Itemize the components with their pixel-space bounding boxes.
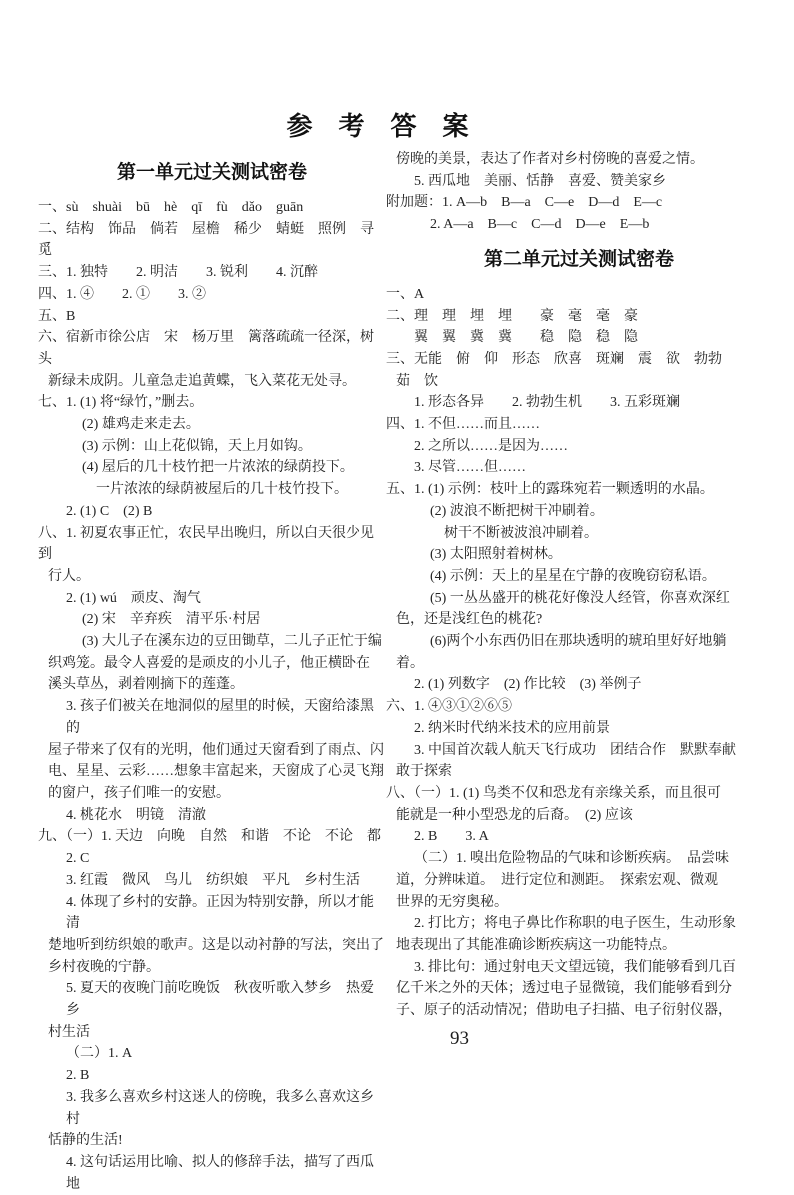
answer-line: 三、无能 俯 仰 形态 欣喜 斑斓 震 欲 勃勃 <box>386 351 722 367</box>
answer-line: 3. 红霞 微风 鸟儿 纺织娘 平凡 乡村生活 <box>66 872 360 888</box>
answer-line: 世界的无穷奥秘。 <box>396 894 508 910</box>
answer-line: 5. 夏天的夜晚门前吃晚饭 秋夜听歌入梦乡 热爱乡 <box>66 981 374 1019</box>
answer-line: (3) 大儿子在溪东边的豆田锄草，二儿子正忙于编 <box>82 634 382 650</box>
answer-line: 四、1. ④ 2. ① 3. ② <box>38 286 206 302</box>
answer-line: 2. 之所以……是因为…… <box>414 438 568 454</box>
answer-line: 傍晚的美景，表达了作者对乡村傍晚的喜爱之情。 <box>396 152 704 167</box>
unit2-heading: 第二单元过关测试密卷 <box>483 248 674 270</box>
answer-line: 六、1. ④③①②⑥⑤ <box>386 699 512 715</box>
answer-line: 茹 饮 <box>396 373 438 389</box>
answer-line: 七、1. (1) 将“绿竹，”删去。 <box>38 395 204 411</box>
answer-line: (4) 示例：天上的星星在宁静的夜晚窃窃私语。 <box>430 568 716 584</box>
answer-line: 着。 <box>396 655 424 671</box>
answer-line: 2. 纳米时代纳米技术的应用前景 <box>414 720 610 736</box>
two-column-layout <box>38 149 772 1195</box>
answer-line: 2. C <box>66 851 90 867</box>
answer-line: （二）1. A <box>66 1046 133 1062</box>
answer-line: 1. 形态各异 2. 勃勃生机 3. 五彩斑斓 <box>414 395 680 411</box>
page-number: 93 <box>450 1028 469 1049</box>
answer-line: 2. A—a B—c C—d D—e E—b <box>430 217 650 233</box>
answer-line: 3. 我多么喜欢乡村这迷人的傍晚，我多么喜欢这乡村 <box>66 1089 374 1127</box>
answer-line: 能就是一种小型恐龙的后裔。 (2) 应该 <box>396 807 633 823</box>
answer-line: 四、1. 不但……而且…… <box>386 417 540 433</box>
answer-line: 溪头草丛，剥着刚摘下的莲蓬。 <box>48 677 244 693</box>
answer-line: 翼 翼 冀 冀 稳 隐 稳 隐 <box>414 330 638 346</box>
answer-line: 2. 打比方；将电子鼻比作称职的电子医生，生动形象 <box>414 916 736 932</box>
answer-line: (2) 波浪不断把树干冲刷着。 <box>430 503 604 519</box>
answer-line: 八、1. 初夏农事正忙，农民早出晚归，所以白天很少见到 <box>38 525 374 563</box>
answer-line: 2. (1) 列数字 (2) 作比较 (3) 举例子 <box>414 677 642 693</box>
answer-line: 3. 孩子们被关在地洞似的屋里的时候，天窗给漆黑的 <box>66 699 374 736</box>
left-column <box>38 149 386 1195</box>
answer-line: 楚地听到纺织娘的歌声。这是以动衬静的写法，突出了 <box>48 937 384 953</box>
answer-line: 一片浓浓的绿荫被屋后的几十枝竹投下。 <box>96 482 348 498</box>
page-title: 参 考 答 案 <box>286 111 469 141</box>
answer-line: (2) 雄鸡走来走去。 <box>82 417 200 433</box>
answer-line: 子、原子的活动情况；借助电子扫描、电子衍射仪器， <box>396 1003 732 1019</box>
answer-line: 2. (1) C (2) B <box>66 503 153 519</box>
answer-line: 一、sù shuài bū hè qī fù dǎo guān <box>38 200 304 215</box>
answer-line: 地表现出了其能准确诊断疾病这一功能特点。 <box>396 937 676 953</box>
answer-line: 的窗户，孩子们唯一的安慰。 <box>48 785 230 801</box>
answer-line: 色，还是浅红色的桃花? <box>396 612 543 628</box>
answer-line: (3) 太阳照射着树林。 <box>430 547 562 563</box>
answer-line: 3. 尽管……但…… <box>414 460 526 476</box>
answer-line: 行人。 <box>48 568 90 584</box>
answer-line: （二）1. 嗅出危险物品的气味和诊断疾病。 品尝味 <box>414 851 729 867</box>
answer-line: 二、结构 饰品 倘若 屋檐 稀少 蜻蜓 照例 寻觅 <box>38 221 374 259</box>
answer-line: 织鸡笼。最令人喜爱的是顽皮的小儿子，他正横卧在 <box>48 655 370 671</box>
answer-line: 恬静的生活! <box>48 1133 123 1149</box>
answer-line: (2) 宋 辛弃疾 清平乐·村居 <box>82 612 261 628</box>
answer-line: 3. 排比句：通过射电天文望远镜，我们能够看到几百 <box>414 959 736 975</box>
answer-line: 亿千米之外的天体；透过电子显微镜，我们能够看到分 <box>396 981 732 997</box>
answer-line: 五、1. (1) 示例：枝叶上的露珠宛若一颗透明的水晶。 <box>386 482 714 498</box>
answer-line: 道，分辨味道。 进行定位和测距。 探索宏观、微观 <box>396 872 718 888</box>
answer-line: 八、（一）1. (1) 鸟类不仅和恐龙有亲缘关系，而且很可 <box>386 785 721 801</box>
answer-line: 三、1. 独特 2. 明洁 3. 锐利 4. 沉醉 <box>38 265 318 281</box>
answer-line: 4. 这句话运用比喻、拟人的修辞手法，描写了西瓜地 <box>66 1154 374 1192</box>
answer-line: 2. (1) wú 顽皮、淘气 <box>66 590 201 606</box>
answer-line: 五、B <box>38 308 76 324</box>
answer-line: 六、宿新市徐公店 宋 杨万里 篱落疏疏一径深，树头 <box>38 330 374 367</box>
answer-line: (6)两个小东西仍旧在那块透明的琥珀里好好地躺 <box>430 634 727 650</box>
answer-line: 屋子带来了仅有的光明，他们通过天窗看到了雨点、闪 <box>48 742 384 758</box>
answer-line: 4. 桃花水 明镜 清澈 <box>66 807 206 823</box>
answer-line: 2. B <box>66 1068 90 1084</box>
answer-line: 乡村夜晚的宁静。 <box>48 959 160 975</box>
answer-line: 4. 体现了乡村的安静。正因为特别安静，所以才能清 <box>66 894 374 932</box>
answer-line: 九、（一）1. 天边 向晚 自然 和谐 不论 不论 都 <box>38 829 381 845</box>
answer-line: 新绿未成阴。儿童急走追黄蝶，飞入菜花无处寻。 <box>48 373 356 389</box>
unit1-heading: 第一单元过关测试密卷 <box>116 162 307 183</box>
answer-line: 树干不断被波浪冲刷着。 <box>444 525 598 541</box>
answer-line: 5. 西瓜地 美丽、恬静 喜爱、赞美家乡 <box>414 173 666 189</box>
answer-line: 3. 中国首次载人航天飞行成功 团结合作 默默奉献 <box>414 742 736 758</box>
answer-line: (3) 示例：山上花似锦，天上月如钩。 <box>82 438 312 454</box>
answer-line: (5) 一丛丛盛开的桃花好像没人经管，你喜欢深红 <box>430 590 730 606</box>
answer-line: 村生活 <box>48 1024 90 1040</box>
right-column <box>386 149 772 1022</box>
answer-line: 电、星星、云彩……想象丰富起来，天窗成了心灵飞翔 <box>48 764 384 780</box>
answer-line: 敢于探索 <box>396 764 452 780</box>
answer-line: 附加题：1. A—b B—a C—e D—d E—c <box>386 195 663 211</box>
answer-line: 一、A <box>386 286 425 302</box>
answer-line: 2. B 3. A <box>414 829 489 845</box>
answer-line: (4) 屋后的几十枝竹把一片浓浓的绿荫投下。 <box>82 460 354 476</box>
answer-line: 二、理 理 埋 埋 豪 毫 毫 豪 <box>386 308 638 324</box>
